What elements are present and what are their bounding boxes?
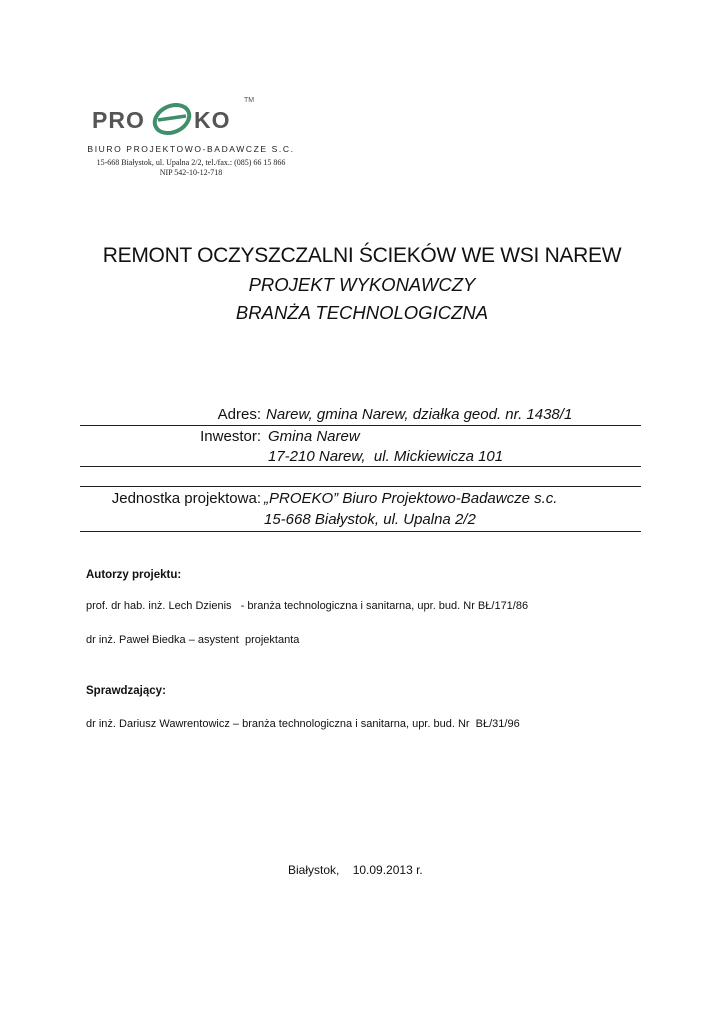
place-and-date: Białystok, 10.09.2013 r. [288, 863, 423, 877]
logo-trademark: TM [244, 97, 255, 104]
document-subtitle-branch: BRANŻA TECHNOLOGICZNA [235, 302, 489, 323]
logo-text-right: KO [194, 107, 231, 133]
investor-label: Inwestor: [200, 428, 261, 445]
checkers-heading: Sprawdzający: [86, 685, 166, 697]
design-unit-address: 15-668 Białystok, ul. Upalna 2/2 [264, 511, 476, 528]
company-address: 15-668 Białystok, ul. Upalna 2/2, tel./fax.: (085) 66 15 866 [96, 158, 286, 167]
checker-1: dr inż. Dariusz Wawrentowicz – branża technologiczna i sanitarna, upr. bud. Nr BŁ/31/96 [86, 718, 520, 730]
authors-heading: Autorzy projektu: [86, 569, 182, 581]
design-unit-label: Jednostka projektowa: [111, 490, 261, 507]
design-unit-name: „PROEKO” Biuro Projektowo-Badawcze s.c. [264, 490, 558, 507]
author-1: prof. dr hab. inż. Lech Dzienis - branża technologiczna i sanitarna, upr. bud. Nr BŁ/171/86 [86, 600, 529, 612]
document-subtitle-project: PROJEKT WYKONAWCZY [248, 274, 476, 295]
logo-text-left: PRO [92, 107, 145, 133]
company-name: BIURO PROJEKTOWO-BADAWCZE S.C. [87, 144, 295, 154]
address-value: Narew, gmina Narew, działka geod. nr. 1438/1 [266, 406, 573, 423]
divider-3 [80, 486, 641, 487]
divider-2 [80, 466, 641, 467]
company-nip: NIP 542-10-12-718 [159, 168, 223, 177]
proeko-logo [88, 92, 268, 142]
investor-name: Gmina Narew [268, 428, 360, 445]
divider-1 [80, 425, 641, 426]
document-title: REMONT OCZYSZCZALNI ŚCIEKÓW WE WSI NAREW [102, 244, 622, 267]
author-2: dr inż. Paweł Biedka – asystent projektanta [86, 634, 300, 646]
divider-4 [80, 531, 641, 532]
address-label: Adres: [217, 406, 261, 423]
investor-address: 17-210 Narew, ul. Mickiewicza 101 [268, 448, 504, 465]
